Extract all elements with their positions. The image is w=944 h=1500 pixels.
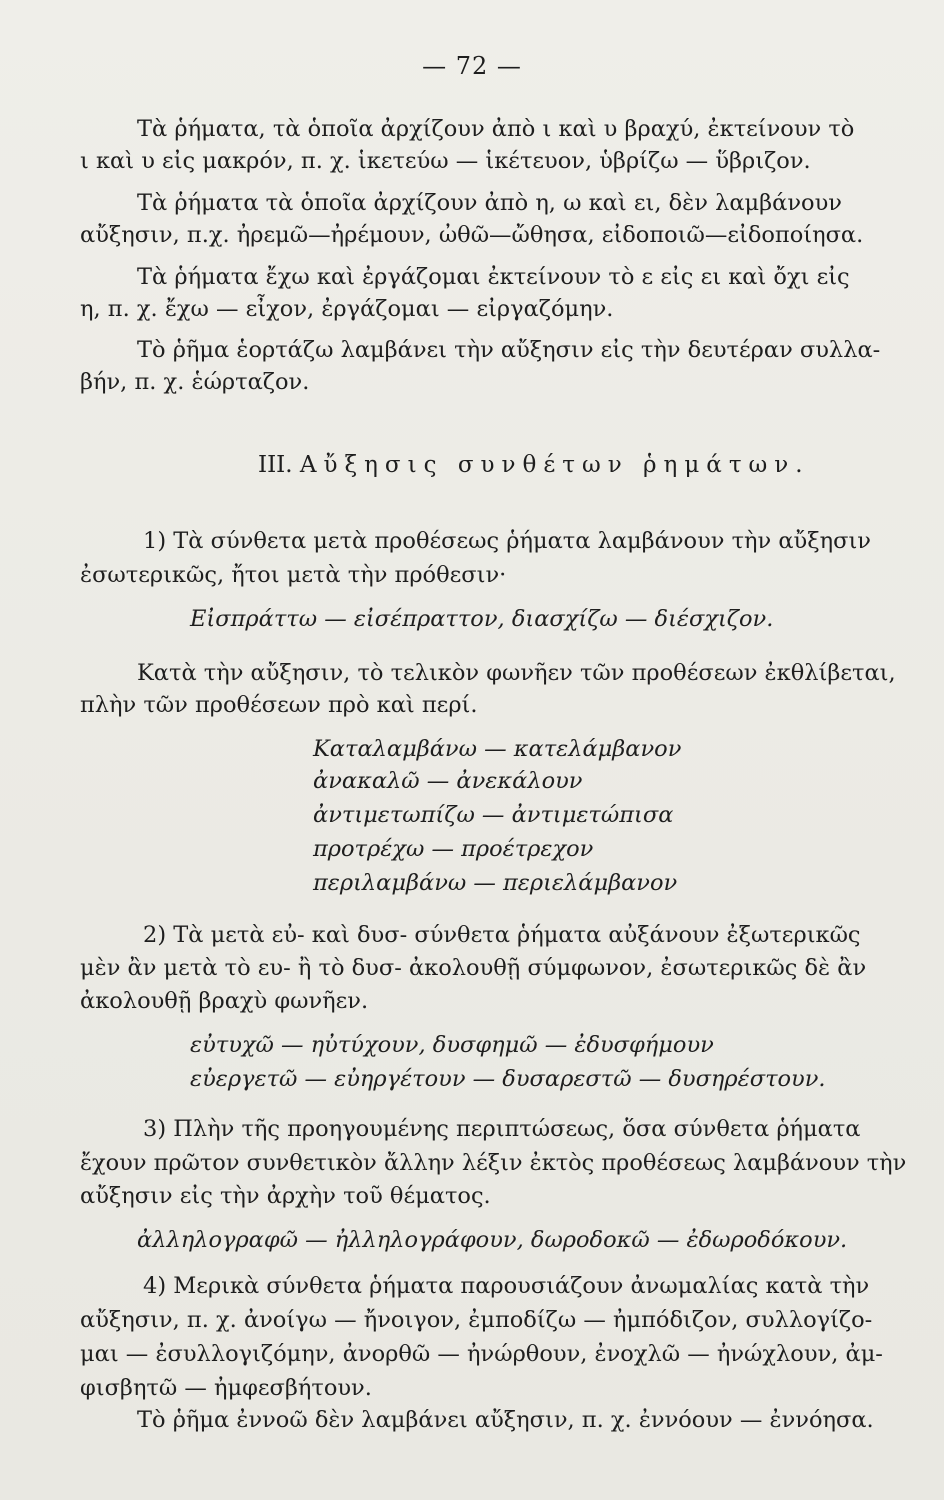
text-line: βήν, π. χ. ἑώρταζον.: [80, 369, 310, 395]
page-number: — 72 —: [422, 52, 522, 80]
text-line: 2) Τὰ μετὰ εὐ- καὶ δυσ- σύνθετα ῥήματα αὐξάνουν ἐξωτερικῶς: [143, 922, 861, 948]
section-title: Αὔξησις συνθέτων ῥημάτων.: [299, 452, 810, 478]
text-line: Τὰ ῥήματα, τὰ ὁποῖα ἀρχίζουν ἀπὸ ι καὶ υ βραχύ, ἐκτείνουν τὸ: [137, 116, 855, 142]
example-line: Εἰσπράττω — εἰσέπραττον, διασχίζω — διέσχιζον.: [190, 606, 774, 632]
text-line: Τὰ ῥήματα ἔχω καὶ ἐργάζομαι ἐκτείνουν τὸ ε εἰς ει καὶ ὄχι εἰς: [137, 264, 850, 290]
text-line: Τὰ ῥήματα τὰ ὁποῖα ἀρχίζουν ἀπὸ η, ω καὶ ει, δὲν λαμβάνουν: [137, 190, 842, 216]
section-numeral: III.: [258, 452, 293, 478]
text-line: Κατὰ τὴν αὔξησιν, τὸ τελικὸν φωνῆεν τῶν προθέσεων ἐκθλίβεται,: [137, 660, 896, 686]
text-line: μαι — ἐσυλλογιζόμην, ἀνορθῶ — ἠνώρθουν, ἐνοχλῶ — ἠνώχλουν, ἀμ-: [80, 1341, 883, 1367]
text-line: ἔχουν πρῶτον συνθετικὸν ἄλλην λέξιν ἐκτὸς προθέσεως λαμβάνουν τὴν: [80, 1150, 907, 1176]
text-line: ἀκολουθῇ βραχὺ φωνῆεν.: [80, 988, 369, 1014]
example-line: εὐτυχῶ — ηὐτύχουν, δυσφημῶ — ἐδυσφήμουν: [190, 1032, 714, 1058]
example-line: προτρέχω — προέτρεχον: [313, 836, 594, 862]
text-line: Τὸ ῥῆμα ἑορτάζω λαμβάνει τὴν αὔξησιν εἰς τὴν δευτέραν συλλα-: [137, 337, 881, 363]
section-heading: [258, 452, 810, 478]
text-line: φισβητῶ — ἠμφεσβήτουν.: [80, 1375, 372, 1401]
text-line: μὲν ἂν μετὰ τὸ ευ- ἢ τὸ δυσ- ἀκολουθῇ σύμφωνον, ἐσωτερικῶς δὲ ἂν: [80, 955, 867, 981]
example-line: ἀνακαλῶ — ἀνεκάλουν: [313, 768, 583, 794]
example-line: ἀλληλογραφῶ — ἠλληλογράφουν, δωροδοκῶ — ἐδωροδόκουν.: [137, 1227, 848, 1253]
example-line: περιλαμβάνω — περιελάμβανον: [313, 870, 678, 896]
text-line: πλὴν τῶν προθέσεων πρὸ καὶ περί.: [80, 692, 478, 718]
text-line: 4) Μερικὰ σύνθετα ῥήματα παρουσιάζουν ἀνωμαλίας κατὰ τὴν: [143, 1273, 870, 1299]
text-line: 1) Τὰ σύνθετα μετὰ προθέσεως ῥήματα λαμβάνουν τὴν αὔξησιν: [143, 528, 871, 554]
text-line: ἐσωτερικῶς, ἤτοι μετὰ τὴν πρόθεσιν·: [80, 562, 507, 588]
text-line: αὔξησιν εἰς τὴν ἀρχὴν τοῦ θέματος.: [80, 1183, 491, 1209]
text-line: αὔξησιν, π.χ. ἠρεμῶ—ἠρέμουν, ὠθῶ—ὤθησα, εἰδοποιῶ—εἰδοποίησα.: [80, 222, 864, 248]
text-line: ι καὶ υ εἰς μακρόν, π. χ. ἱκετεύω — ἱκέτευον, ὑβρίζω — ὕβριζον.: [80, 148, 811, 174]
text-line: η, π. χ. ἔχω — εἶχον, ἐργάζομαι — εἰργαζόμην.: [80, 296, 614, 322]
text-line: 3) Πλὴν τῆς προηγουμένης περιπτώσεως, ὅσα σύνθετα ῥήματα: [143, 1116, 861, 1142]
example-line: Καταλαμβάνω — κατελάμβανον: [313, 736, 682, 762]
text-line: αὔξησιν, π. χ. ἀνοίγω — ἤνοιγον, ἐμποδίζω — ἠμπόδιζον, συλλογίζο-: [80, 1307, 873, 1333]
example-line: ἀντιμετωπίζω — ἀντιμετώπισα: [313, 802, 674, 828]
example-line: εὐεργετῶ — εὐηργέτουν — δυσαρεστῶ — δυσηρέστουν.: [190, 1066, 826, 1092]
text-line: Τὸ ῥῆμα ἐννοῶ δὲν λαμβάνει αὔξησιν, π. χ. ἐννόουν — ἐννόησα.: [137, 1407, 874, 1433]
